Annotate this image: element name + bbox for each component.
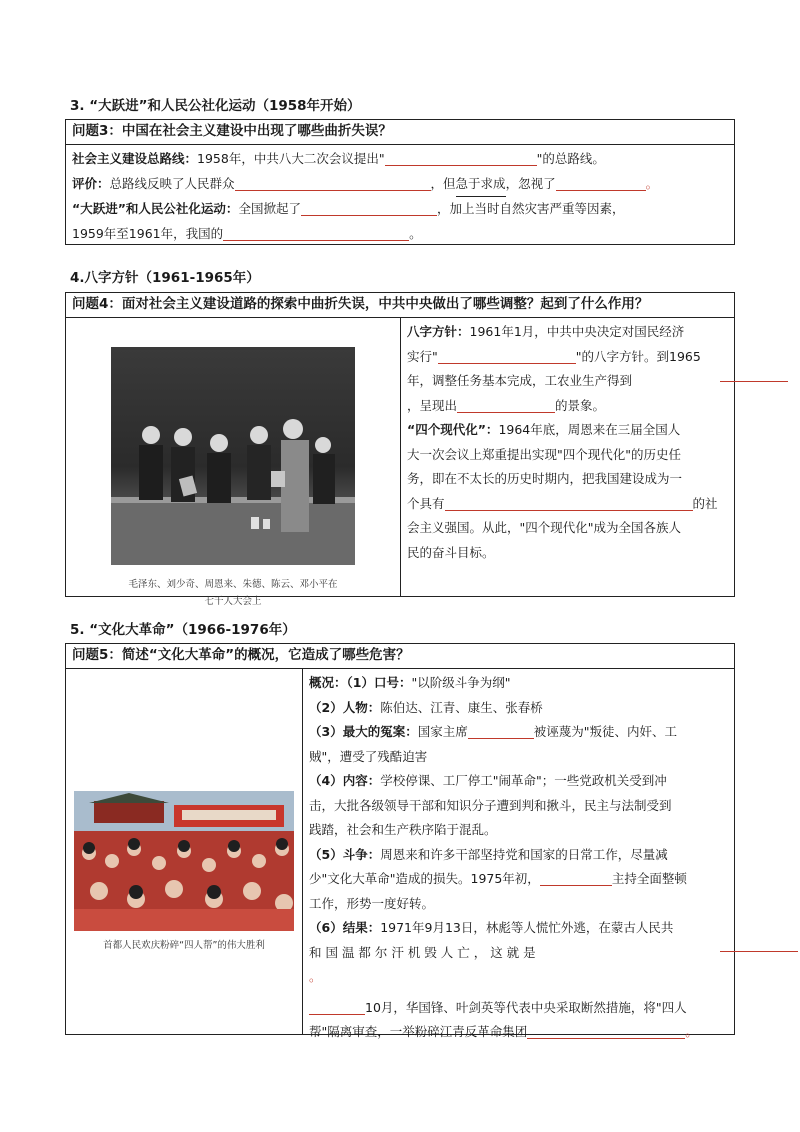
s5-struggle-text-b: 少"文化大革命"造成的损失。1975年初， [309, 871, 540, 886]
s3-blank-general-line[interactable] [385, 151, 537, 166]
s3-line2-text-d: ，忽视了 [505, 175, 556, 191]
s4-line2 [407, 345, 727, 370]
s4-line2-text-b: "的八字方针。到1965 [575, 348, 701, 364]
section5-text-cell [303, 669, 733, 1039]
s4-eight-char-label: 八字方针： [407, 324, 470, 339]
s5-result-text-d: 10月，华国锋、叶剑英等代表中央采取断然措施，将"四人 [365, 999, 687, 1015]
celebration-caption: 首都人民欢庆粉碎“四人帮”的伟大胜利 [103, 940, 265, 951]
s5-case-text-c: 贼"，遭受了残酷迫害 [309, 748, 428, 764]
section3-table [65, 119, 735, 245]
s4-line5 [407, 418, 727, 443]
s5-line8 [309, 843, 727, 868]
s5-line3 [309, 720, 727, 745]
section3-question: 问题3：中国在社会主义建设中出现了哪些曲折失误？ [66, 120, 734, 145]
s3-blank-movement[interactable] [301, 201, 437, 216]
s5-struggle-text-c: 主持全面整顿 [611, 871, 687, 886]
s3-line3-text-b: ，加上当时自然灾害严重等因素， [436, 201, 625, 216]
s4-line10-text: 民的奋斗目标。 [407, 544, 495, 560]
section5-title: 5. “文化大革命”（1966-1976年） [70, 622, 296, 638]
s4-blank-policy[interactable] [438, 349, 576, 364]
s3-line3 [72, 197, 728, 222]
s4-line9-text: 会主义强国。从此，"四个现代化"成为全国各族人 [407, 520, 681, 535]
section3-body [66, 145, 734, 248]
s4-line2-text-a: 实行" [407, 348, 438, 364]
s4-line6 [407, 443, 727, 468]
s3-line1 [72, 147, 728, 172]
s5-people-text: 陈伯达、江青、康生、张春桥 [380, 699, 543, 715]
s5-line13 [309, 965, 727, 990]
s5-line15 [309, 1020, 727, 1045]
s3-line3-text-a: 全国掀起了 [238, 201, 301, 216]
s5-people-label: （2）人物： [309, 699, 381, 715]
s3-line2-text-a: 总路线反映了人民群众 [109, 175, 235, 191]
s3-blank-masses[interactable] [235, 176, 431, 191]
s4-line4 [407, 394, 727, 419]
s3-blank-economy[interactable] [223, 226, 409, 241]
s4-line10 [407, 541, 727, 566]
section4-table [65, 292, 735, 607]
celebration-photo [74, 791, 294, 931]
s5-slogan-text: "以阶级斗争为纲" [411, 675, 511, 690]
s5-line7 [309, 818, 727, 843]
s5-line9 [309, 867, 727, 892]
s4-blank-features[interactable] [445, 496, 693, 511]
s4-four-modern-label: “四个现代化”： [407, 422, 499, 437]
s5-blank-chairman[interactable] [468, 724, 534, 739]
s5-content-text-c: 践踏，社会和生产秩序陷于混乱。 [309, 822, 497, 837]
s4-line4-text-a: ，呈现出 [407, 397, 458, 413]
s5-line6 [309, 794, 727, 819]
s4-line3 [407, 369, 727, 394]
s5-line14 [309, 996, 727, 1021]
s5-line5 [309, 769, 727, 794]
s5-result-text-b: 和 国 温 都 尔 汗 机 毁 人 亡 ， 这 就 是 [309, 944, 536, 960]
s3-line2-end: 。 [645, 175, 659, 191]
section4-title: 4.八字方针（1961-1965年） [70, 270, 260, 286]
s5-line10 [309, 892, 727, 917]
s5-line11 [309, 916, 727, 941]
section4-question: 问题4：面对社会主义建设道路的探索中曲折失误，中共中央做出了哪些调整？起到了什么作用？ [66, 293, 734, 318]
s5-line12 [309, 941, 727, 966]
section3-title: 3. “大跃进”和人民公社化运动（1958年开始） [70, 98, 361, 114]
s3-line4-text-a: 1959年至1961年，我国的 [72, 225, 224, 241]
s5-result-label: （6）结果： [309, 920, 381, 935]
s5-line2 [309, 696, 727, 721]
s4-line1-text: 1961年1月，中共中央决定对国民经济 [469, 324, 685, 339]
s3-line2-underlined: 急于求成 [456, 172, 506, 198]
s4-line7 [407, 467, 727, 492]
s5-content-text-b: 击，大批各级领导干部和知识分子遭到判和揪斗，民主与法制受到 [309, 797, 672, 813]
s4-line7-text: 务，即在不太长的历史时期内，把我国建设成为一 [407, 471, 683, 486]
s5-case-label: （3）最大的冤案： [309, 724, 418, 739]
s4-line8-text-b: 的社 [692, 495, 718, 511]
s3-line2 [72, 172, 728, 198]
s3-line4-text-b: 。 [409, 225, 422, 241]
seven-thousand-meeting-photo [111, 347, 355, 565]
s3-line4 [72, 222, 728, 247]
photo-caption-line2: 七千人大会上 [204, 596, 262, 607]
s5-case-text-a: 国家主席 [417, 724, 468, 739]
s5-line1 [309, 671, 727, 696]
s5-case-text-b: 被诬蔑为"叛徒、内奸、工 [533, 724, 677, 739]
s3-blank-ignored[interactable] [556, 176, 646, 191]
s3-line1-label: 社会主义建设总路线： [72, 151, 198, 166]
s5-result-end-mark: 。 [309, 969, 322, 984]
s5-result-text-e: 帮"隔离审查，一举粉碎江青反革命集团 [309, 1024, 528, 1039]
s4-blank-scene[interactable] [457, 398, 555, 413]
s4-line6-text: 大一次会议上郑重提出实现"四个现代化"的历史任 [407, 446, 681, 462]
s5-result-text-a: 1971年9月13日，林彪等人慌忙外逃，在蒙古人民共 [380, 920, 674, 935]
s5-struggle-text-d: 工作，形势一度好转。 [309, 895, 435, 911]
s3-line1-text-a: 1958年，中共八大二次会议提出" [197, 151, 385, 166]
s5-blank-rectifier[interactable] [540, 871, 612, 886]
s4-line3-text: 年，调整任务基本完成，工农业生产得到 [407, 373, 633, 388]
photo-caption-line1: 毛泽东、刘少奇、周恩来、朱德、陈云、邓小平在 [128, 579, 338, 590]
s4-line8 [407, 492, 727, 517]
s3-line1-text-b: "的总路线。 [536, 151, 605, 166]
s4-blank-development-spill[interactable] [720, 381, 788, 382]
s5-content-text-a: 学校停课、工厂停工"闹革命"；一些党政机关受到冲 [380, 773, 667, 788]
s3-line3-label: “大跃进”和人民公社化运动： [72, 201, 239, 216]
s5-struggle-label: （5）斗争： [309, 846, 381, 862]
s5-blank-incident-spill[interactable] [720, 951, 798, 952]
s3-line2-label: 评价： [72, 175, 110, 191]
s4-line1 [407, 320, 727, 345]
s4-line4-text-b: 的景象。 [555, 397, 606, 413]
s5-blank-year[interactable] [309, 1000, 365, 1015]
s3-line2-text-b: ，但 [430, 175, 456, 191]
s4-line9 [407, 516, 727, 541]
s5-result-end-mark2: 。 [685, 1024, 698, 1039]
s5-struggle-text-a: 周恩来和许多干部坚持党和国家的日常工作，尽量减 [380, 846, 668, 862]
s4-line8-text-a: 个具有 [407, 495, 445, 511]
section5-question: 问题5：简述“文化大革命”的概况，它造成了哪些危害？ [66, 644, 734, 669]
section5-photo-cell [66, 669, 303, 1035]
s5-line4 [309, 745, 727, 770]
s5-content-label: （4）内容： [309, 773, 381, 788]
section4-text-cell [401, 318, 733, 597]
section5-table [65, 643, 735, 1039]
s4-line5-text: 1964年底，周恩来在三届全国人 [498, 422, 681, 437]
s5-slogan-label: 概况：（1）口号： [309, 675, 412, 690]
section4-photo-cell [66, 318, 401, 607]
s5-blank-end-event[interactable] [527, 1024, 685, 1039]
